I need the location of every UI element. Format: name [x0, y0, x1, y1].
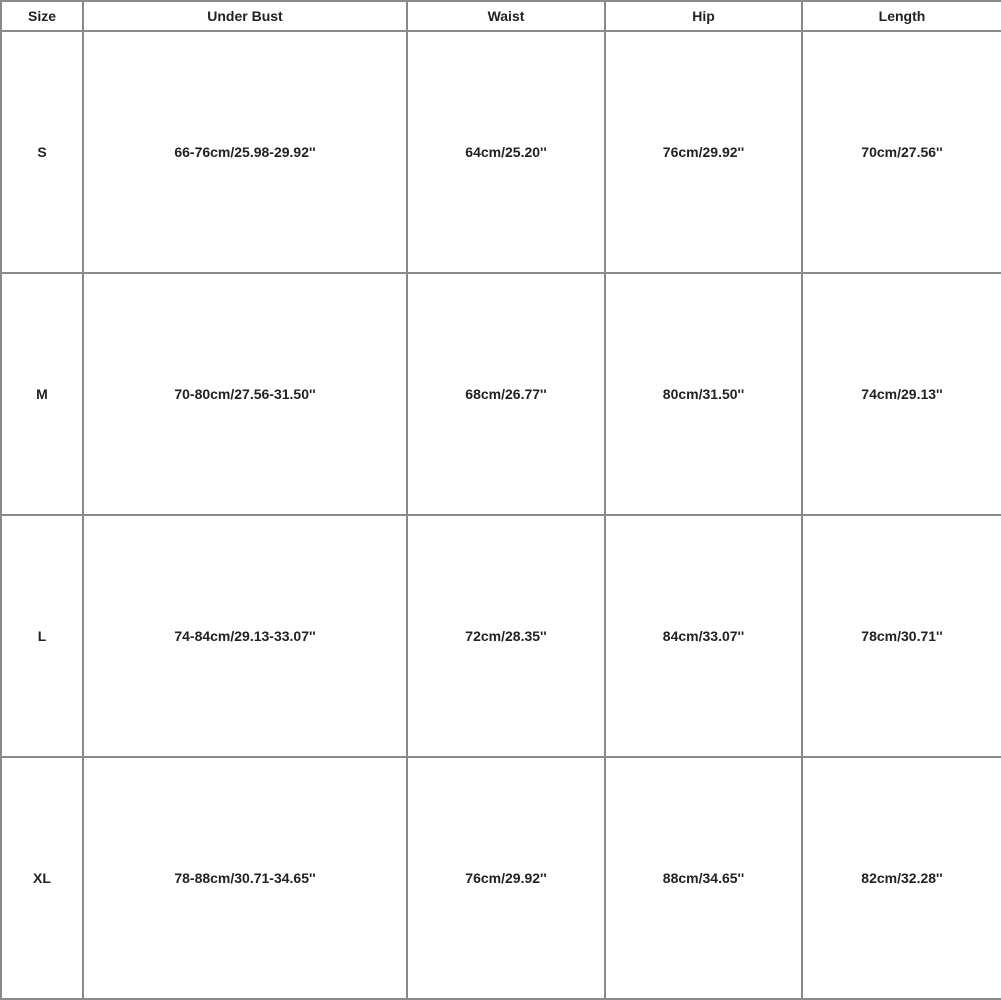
table-row	[1, 273, 1001, 515]
cell-waist: 64cm/25.20''	[407, 31, 605, 273]
cell-hip: 84cm/33.07''	[605, 515, 802, 757]
header-waist: Waist	[407, 1, 605, 31]
cell-hip: 76cm/29.92''	[605, 31, 802, 273]
table-row	[1, 31, 1001, 273]
cell-waist: 72cm/28.35''	[407, 515, 605, 757]
cell-length: 74cm/29.13''	[802, 273, 1001, 515]
cell-under-bust: 70-80cm/27.56-31.50''	[83, 273, 407, 515]
header-hip: Hip	[605, 1, 802, 31]
cell-length: 82cm/32.28''	[802, 757, 1001, 999]
cell-length: 78cm/30.71''	[802, 515, 1001, 757]
cell-size: XL	[1, 757, 83, 999]
cell-length: 70cm/27.56''	[802, 31, 1001, 273]
table-row	[1, 757, 1001, 999]
cell-hip: 80cm/31.50''	[605, 273, 802, 515]
header-under-bust: Under Bust	[83, 1, 407, 31]
cell-under-bust: 66-76cm/25.98-29.92''	[83, 31, 407, 273]
table-header-row	[1, 1, 1001, 31]
cell-size: L	[1, 515, 83, 757]
cell-under-bust: 78-88cm/30.71-34.65''	[83, 757, 407, 999]
cell-waist: 68cm/26.77''	[407, 273, 605, 515]
cell-hip: 88cm/34.65''	[605, 757, 802, 999]
cell-under-bust: 74-84cm/29.13-33.07''	[83, 515, 407, 757]
header-size: Size	[1, 1, 83, 31]
cell-size: S	[1, 31, 83, 273]
cell-waist: 76cm/29.92''	[407, 757, 605, 999]
header-length: Length	[802, 1, 1001, 31]
table-row	[1, 515, 1001, 757]
cell-size: M	[1, 273, 83, 515]
